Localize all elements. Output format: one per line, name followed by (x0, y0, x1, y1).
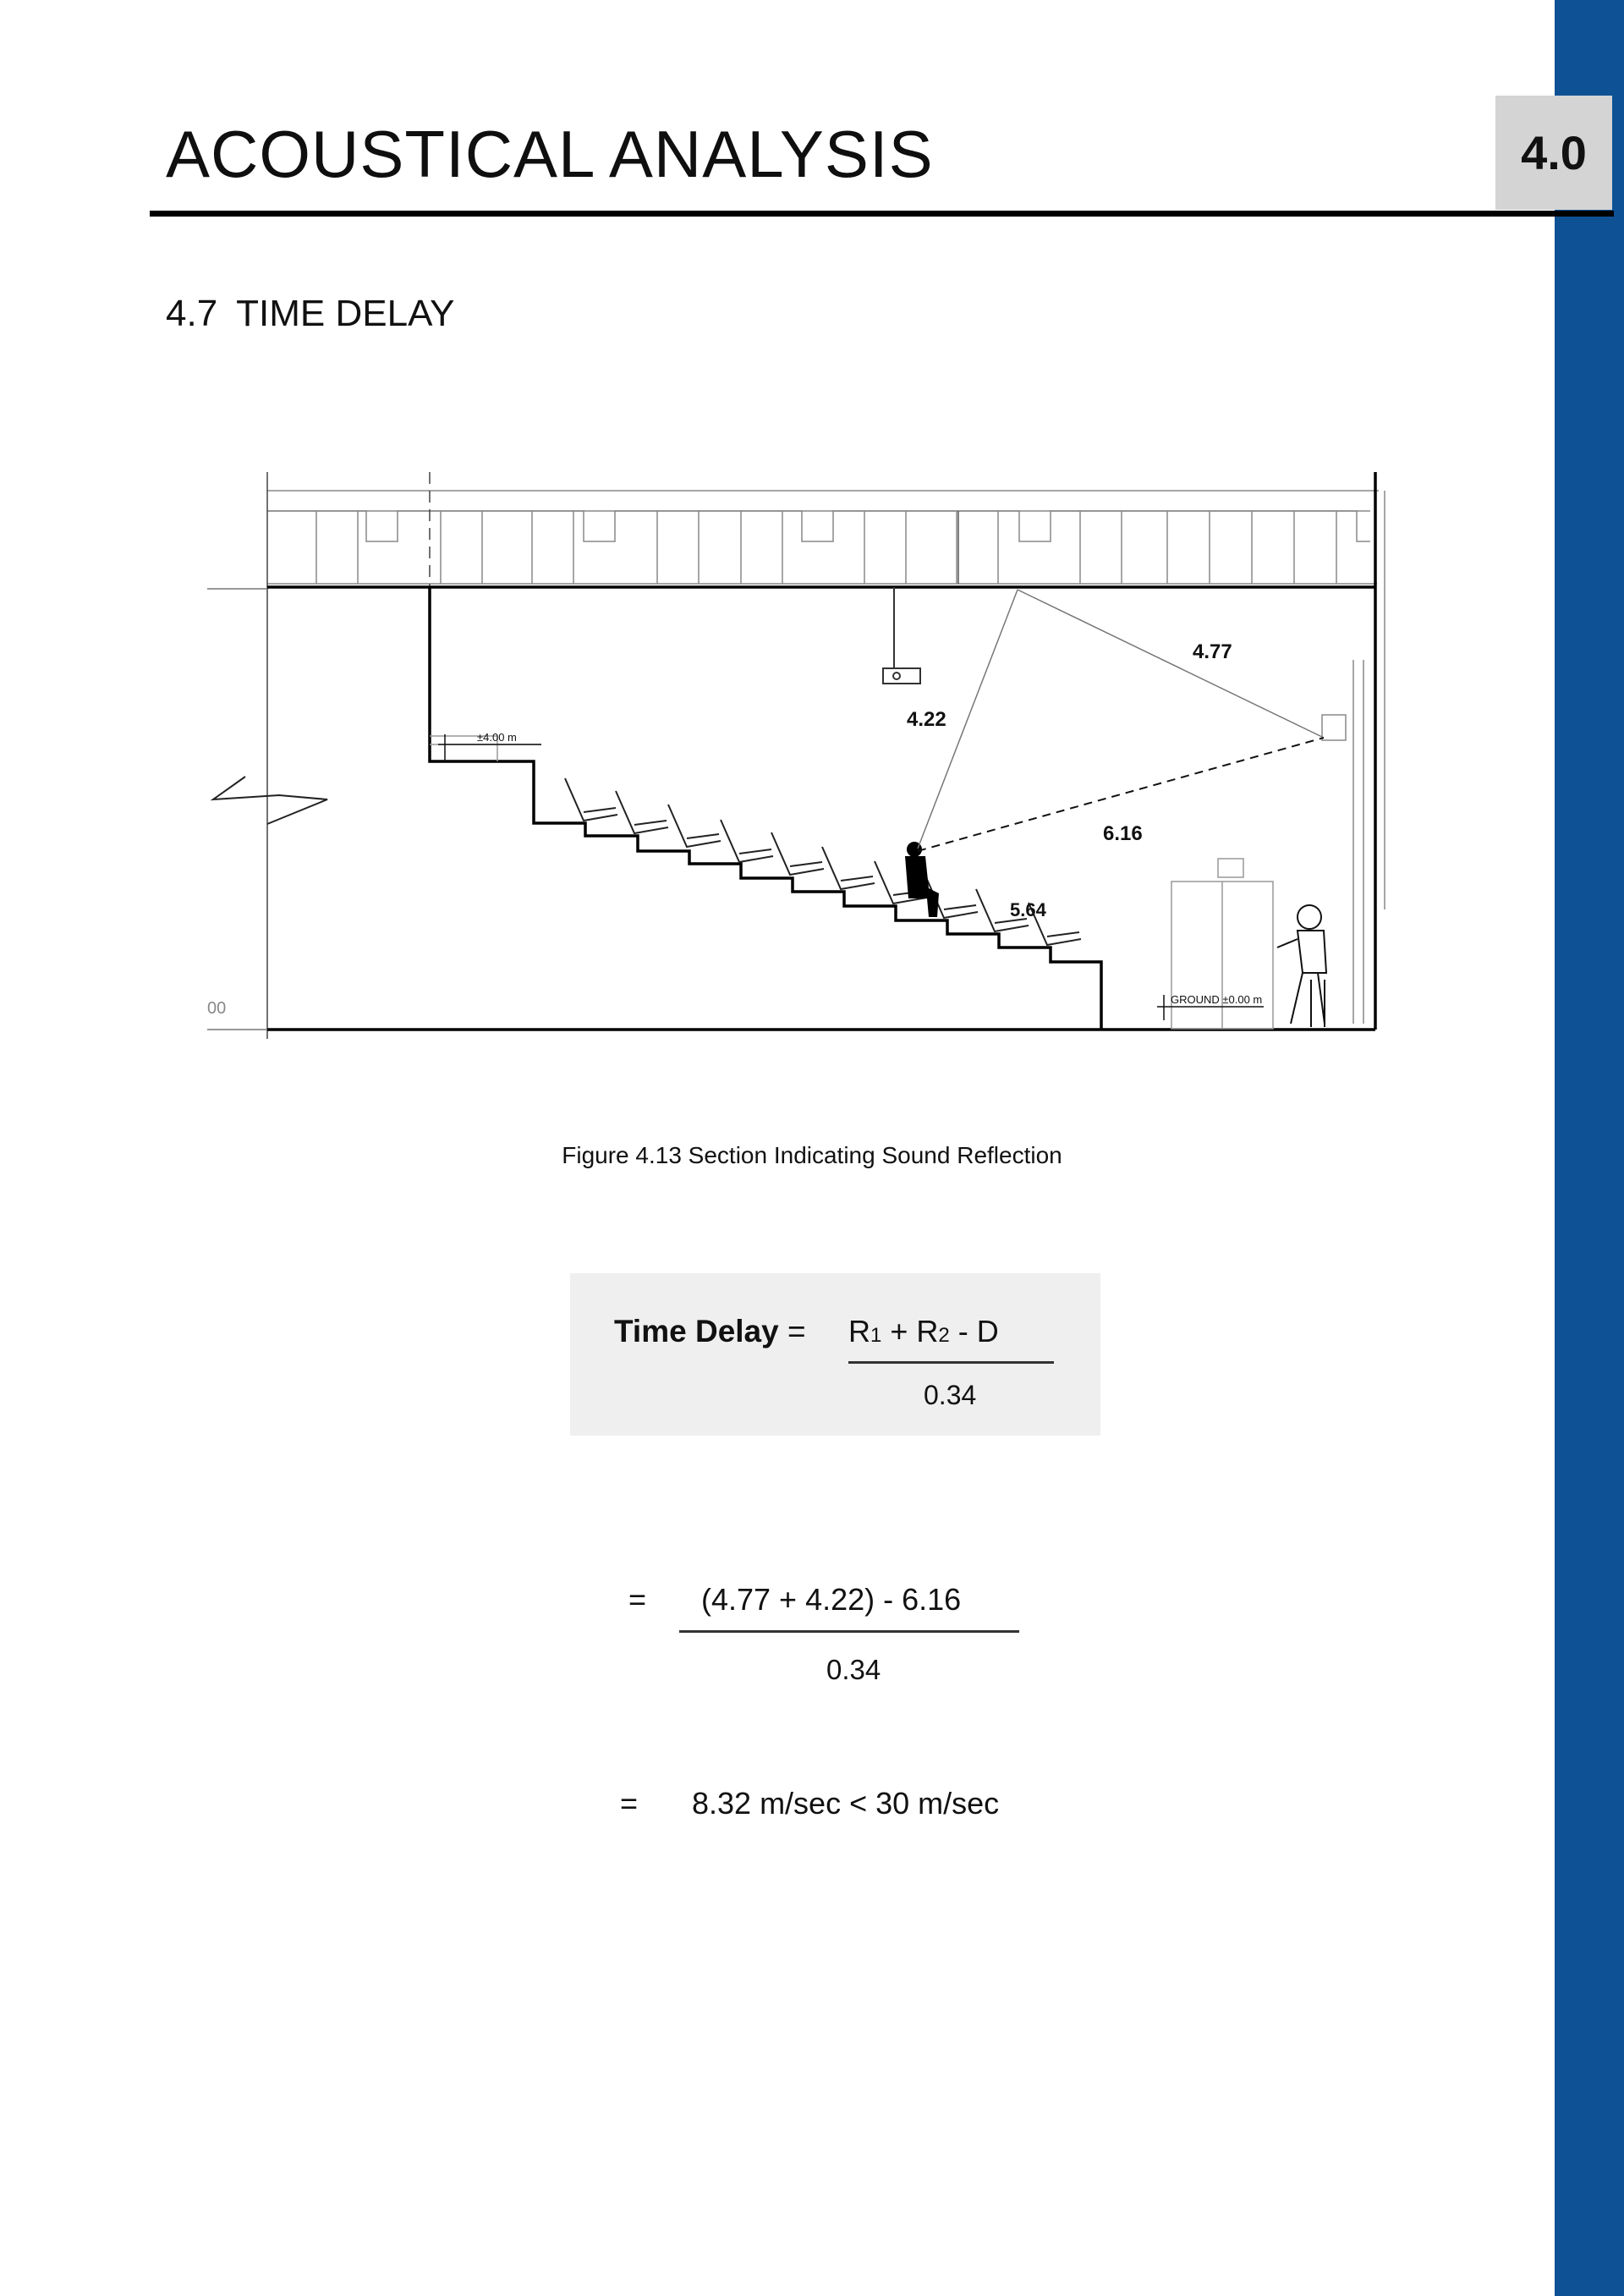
title-rule (150, 211, 1614, 217)
formula-equals: = (787, 1314, 806, 1348)
step1-numerator: (4.77 + 4.22) - 6.16 (701, 1582, 962, 1617)
ground-level-label: GROUND ±0.00 m (1171, 993, 1263, 1006)
section-drawing (0, 457, 1624, 1049)
figure-caption: Figure 4.13 Section Indicating Sound Reflection (562, 1142, 1062, 1168)
building-outline (207, 472, 1385, 1039)
r1-subscript: 1 (870, 1324, 882, 1347)
chapter-badge: 4.0 (1495, 96, 1612, 210)
edge-label: 00 (207, 999, 227, 1018)
page-title: ACOUSTICAL ANALYSIS (166, 117, 934, 191)
seating-rows (565, 778, 1081, 945)
plus-sign: + (890, 1314, 908, 1348)
speaker-wall (1322, 660, 1363, 1024)
formula-denominator: 0.34 (924, 1380, 977, 1410)
formula-fraction-line (848, 1361, 1054, 1364)
minus-d: - D (957, 1314, 999, 1348)
formula-label-text: Time Delay (614, 1314, 779, 1348)
level-markers (438, 734, 1264, 1020)
d-label: 6.16 (1103, 822, 1143, 845)
roof-truss (267, 491, 1379, 584)
step1-equals: = (628, 1582, 647, 1617)
other-path-label: 5.64 (1010, 899, 1046, 920)
r2-label: 4.22 (907, 708, 946, 731)
sound-paths (918, 590, 1324, 851)
formula-box (570, 1273, 1100, 1436)
section-heading (166, 292, 455, 336)
listener-silhouette (905, 842, 939, 917)
step1-fraction-line (679, 1630, 1019, 1633)
section-number: 4.7 (166, 293, 218, 334)
projector (883, 587, 920, 684)
r1-symbol: R (848, 1314, 870, 1348)
step2-equals: = (620, 1786, 639, 1821)
r2-symbol: R (916, 1314, 939, 1348)
r2-subscript: 2 (938, 1324, 950, 1347)
formula-numerator (848, 1312, 999, 1355)
standing-person (1277, 905, 1326, 1027)
formula-label (614, 1312, 806, 1351)
section-title: TIME DELAY (236, 293, 455, 334)
r1-label: 4.77 (1193, 640, 1232, 663)
step2-result: 8.32 m/sec < 30 m/sec (692, 1786, 1000, 1821)
upper-level-label: ±4.00 m (477, 731, 517, 744)
step1-denominator: 0.34 (826, 1654, 881, 1685)
